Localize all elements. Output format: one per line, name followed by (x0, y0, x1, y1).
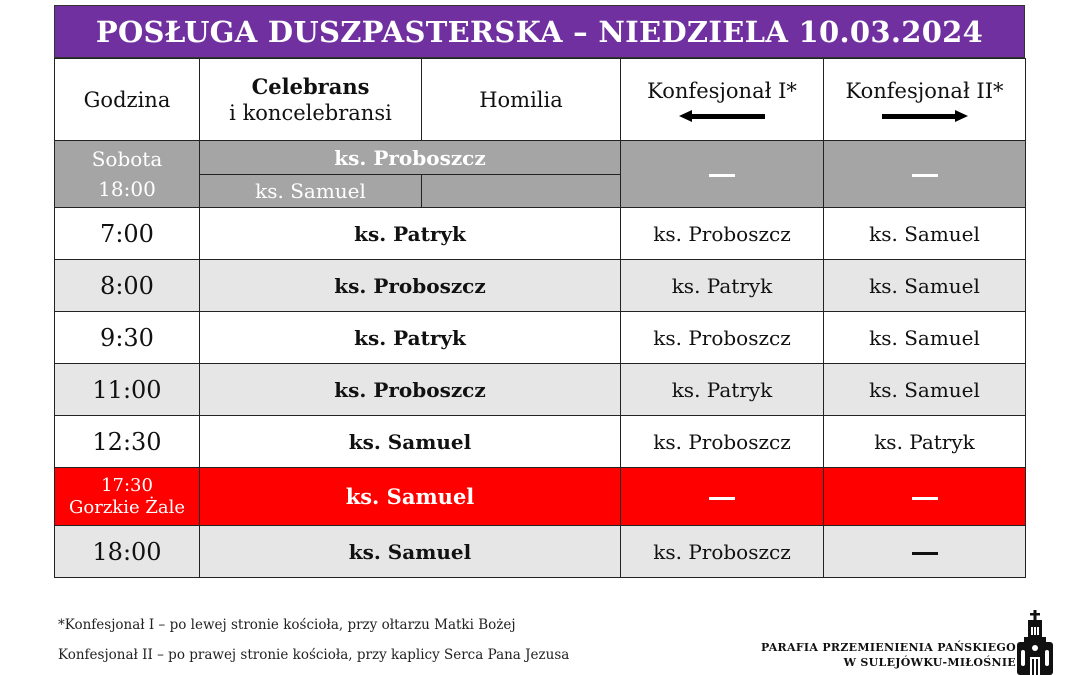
row-konf2: ks. Samuel (824, 364, 1026, 416)
parish-name (761, 640, 1016, 670)
header-celebrans (200, 59, 422, 141)
parish-name-line2: W SULEJÓWKU-MIŁOŚNIE (843, 656, 1016, 669)
table-row-last (55, 526, 1026, 578)
saturday-celebrans: ks. Proboszcz (200, 141, 621, 175)
row-time: 7:00 (55, 208, 200, 260)
schedule (54, 5, 1025, 578)
row-konf2: ks. Samuel (824, 312, 1026, 364)
saturday-konf2 (824, 141, 1026, 208)
saturday-time (55, 141, 200, 208)
row-celebrans: ks. Samuel (200, 526, 621, 578)
page-title: POSŁUGA DUSZPASTERSKA – NIEDZIELA 10.03.2024 (54, 5, 1025, 58)
gz-hour: 17:30 (101, 474, 153, 496)
table-row (55, 364, 1026, 416)
gz-label: Gorzkie Żale (69, 496, 185, 518)
row-celebrans: ks. Patryk (200, 208, 621, 260)
dash-icon (912, 497, 938, 500)
gz-celebrans: ks. Samuel (200, 468, 621, 526)
header-konf1 (621, 59, 824, 141)
row-konf1: ks. Proboszcz (621, 312, 824, 364)
saturday-day: Sobota (91, 147, 163, 171)
row-konf2: ks. Samuel (824, 208, 1026, 260)
row-celebrans: ks. Proboszcz (200, 260, 621, 312)
saturday-row (55, 141, 1026, 175)
row-celebrans: ks. Samuel (200, 416, 621, 468)
table-row (55, 208, 1026, 260)
header-row (55, 59, 1026, 141)
dash-icon (912, 552, 938, 555)
header-konf2 (824, 59, 1026, 141)
row-konf2 (824, 526, 1026, 578)
table-row (55, 416, 1026, 468)
row-time: 9:30 (55, 312, 200, 364)
dash-icon (912, 174, 938, 177)
header-konf1-label: Konfesjonał I* (647, 78, 797, 103)
saturday-homilia: ks. Samuel (200, 175, 422, 208)
row-celebrans: ks. Patryk (200, 312, 621, 364)
church-icon (1015, 610, 1055, 675)
row-time: 18:00 (55, 526, 200, 578)
row-konf1: ks. Patryk (621, 260, 824, 312)
row-konf2: ks. Samuel (824, 260, 1026, 312)
gz-konf2 (824, 468, 1026, 526)
row-konf1: ks. Proboszcz (621, 208, 824, 260)
dash-icon (709, 174, 735, 177)
table-row (55, 260, 1026, 312)
schedule-table (54, 58, 1026, 578)
header-celebrans-sub: i koncelebransi (229, 100, 392, 125)
header-celebrans-title: Celebrans (251, 73, 370, 99)
row-celebrans: ks. Proboszcz (200, 364, 621, 416)
arrow-right-icon (882, 110, 968, 122)
gorzkie-zale-row (55, 468, 1026, 526)
header-homilia: Homilia (422, 59, 621, 141)
gz-konf1 (621, 468, 824, 526)
parish-name-line1: PARAFIA PRZEMIENIENIA PAŃSKIEGO (760, 641, 1016, 654)
header-konf2-label: Konfesjonał II* (845, 78, 1004, 103)
table-row (55, 312, 1026, 364)
dash-icon (709, 497, 735, 500)
gorzkie-zale-time (55, 468, 200, 526)
footnote-1: *Konfesjonał I – po lewej stronie kościoła, przy ołtarzu Matki Bożej (58, 617, 516, 633)
footnotes (58, 610, 569, 670)
row-konf1: ks. Proboszcz (621, 416, 824, 468)
saturday-konf1 (621, 141, 824, 208)
row-time: 12:30 (55, 416, 200, 468)
saturday-empty (422, 175, 621, 208)
row-time: 11:00 (55, 364, 200, 416)
header-godzina: Godzina (55, 59, 200, 141)
row-konf1: ks. Proboszcz (621, 526, 824, 578)
saturday-hour: 18:00 (98, 177, 156, 201)
row-konf1: ks. Patryk (621, 364, 824, 416)
footnote-2: Konfesjonał II – po prawej stronie kościoła, przy kaplicy Serca Pana Jezusa (58, 647, 570, 663)
row-konf2: ks. Patryk (824, 416, 1026, 468)
row-time: 8:00 (55, 260, 200, 312)
arrow-left-icon (679, 110, 765, 122)
